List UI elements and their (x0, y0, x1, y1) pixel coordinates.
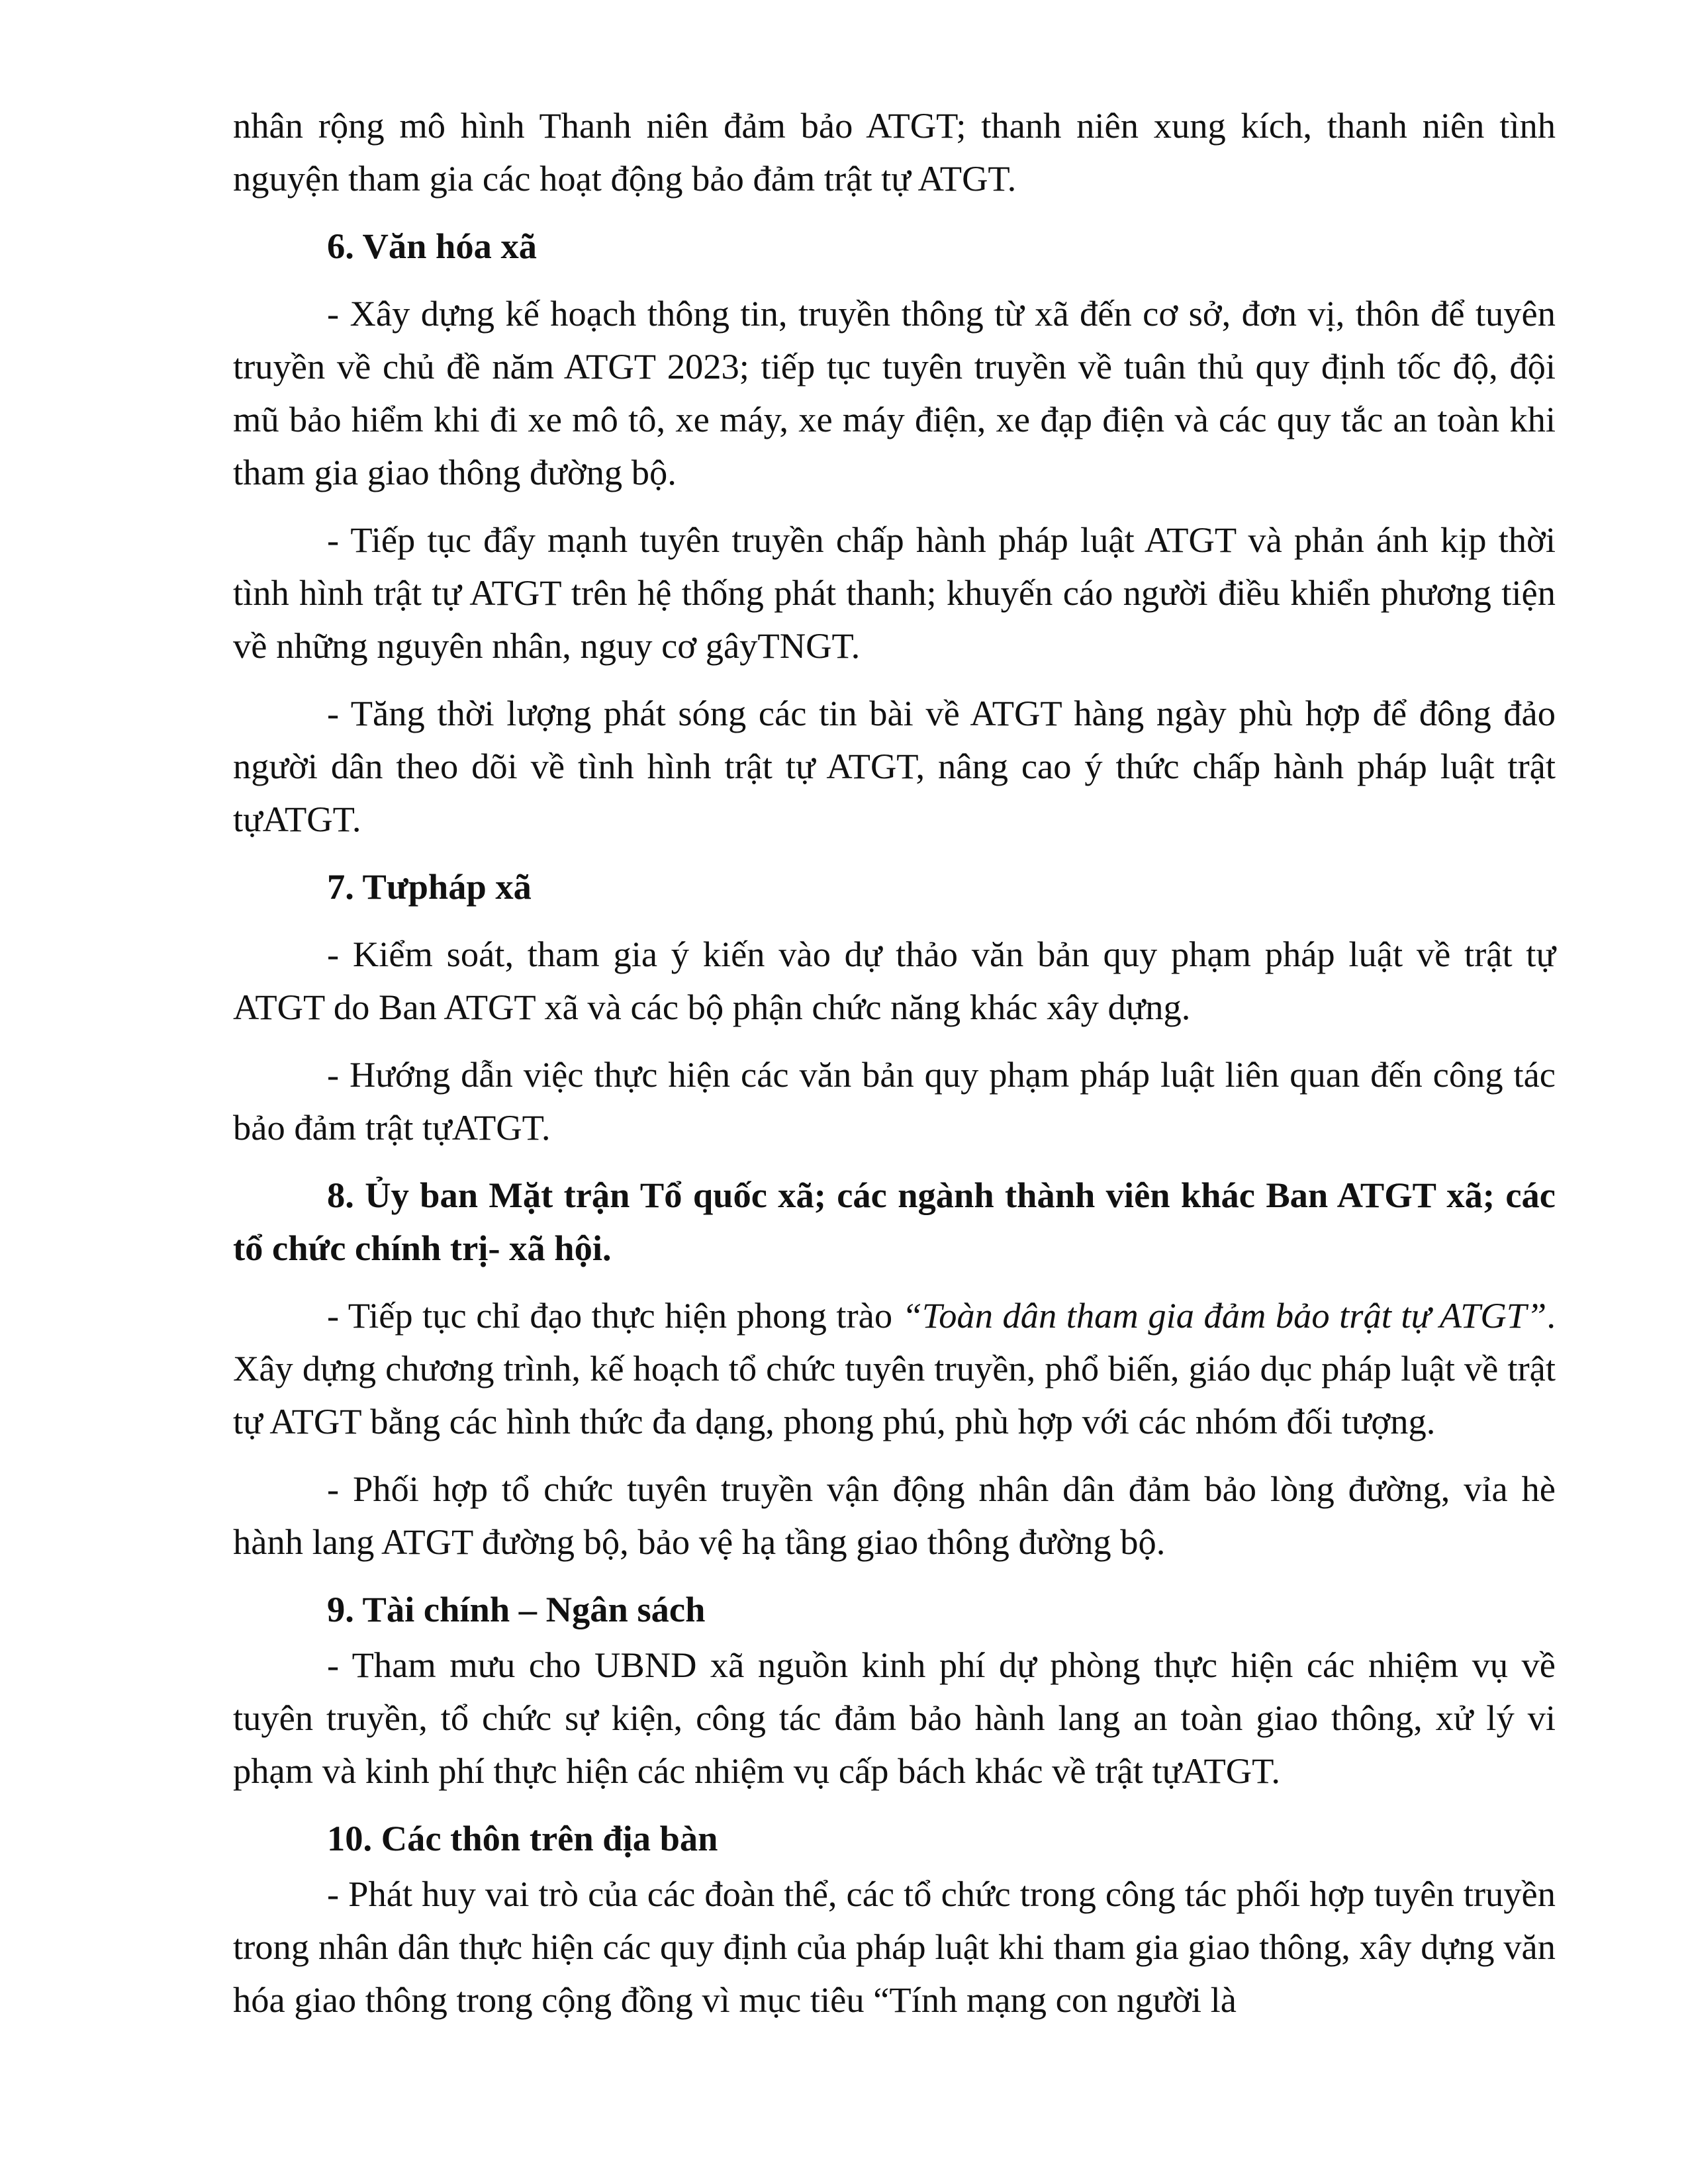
section-9-paragraph-1: - Tham mưu cho UBND xã nguồn kinh phí dự phòng thực hiện các nhiệm vụ về tuyên truyền, tổ chức sự kiện, công tác đảm bảo hành lang an toàn giao thông, xử lý vi phạm và kinh phí thực hiện các nhiệm vụ cấp bách khác về trật tựATGT. (233, 1645, 1556, 1791)
section-8-paragraph-1 (233, 1289, 1556, 1448)
section-heading-6: 6. Văn hóa xã (327, 226, 537, 266)
section-heading-9: 9. Tài chính – Ngân sách (327, 1589, 706, 1629)
section-8-paragraph-1-end: . Xây dựng chương trình, kế hoạch tổ chức tuyên truyền, phổ biến, giáo dục pháp luật về trật tự ATGT bằng các hình thức đa dạng, phong phú, phù hợp với các nhóm đối tượng. (233, 1295, 1556, 1441)
section-7-paragraph-1: - Kiểm soát, tham gia ý kiến vào dự thảo văn bản quy phạm pháp luật về trật tự ATGT do Ban ATGT xã và các bộ phận chức năng khác xây dựng. (233, 934, 1556, 1027)
campaign-name: “Toàn dân tham gia đảm bảo trật tự ATGT” (902, 1295, 1547, 1336)
section-10-paragraph-1: - Phát huy vai trò của các đoàn thể, các tổ chức trong công tác phối hợp tuyên truyền trong nhân dân thực hiện các quy định của pháp luật khi tham gia giao thông, xây dựng văn hóa giao thông trong cộng đồng vì mục tiêu “Tính mạng con người là (233, 1874, 1556, 2020)
section-heading-8: 8. Ủy ban Mặt trận Tổ quốc xã; các ngành thành viên khác Ban ATGT xã; các tổ chức chính trị- xã hội. (233, 1175, 1556, 1268)
document-page (233, 99, 1556, 2041)
section-8-paragraph-2: - Phối hợp tổ chức tuyên truyền vận động nhân dân đảm bảo lòng đường, vỉa hè hành lang ATGT đường bộ, bảo vệ hạ tầng giao thông đường bộ. (233, 1469, 1556, 1562)
section-6-paragraph-3: - Tăng thời lượng phát sóng các tin bài về ATGT hàng ngày phù hợp để đông đảo người dân theo dõi về tình hình trật tự ATGT, nâng cao ý thức chấp hành pháp luật trật tựATGT. (233, 693, 1556, 839)
section-heading-10: 10. Các thôn trên địa bàn (327, 1818, 718, 1858)
section-heading-7: 7. Tưpháp xã (327, 866, 532, 907)
section-8-paragraph-1-start: - Tiếp tục chỉ đạo thực hiện phong trào (327, 1295, 902, 1336)
section-6-paragraph-1: - Xây dựng kế hoạch thông tin, truyền thông từ xã đến cơ sở, đơn vị, thôn để tuyên truyền về chủ đề năm ATGT 2023; tiếp tục tuyên truyền về tuân thủ quy định tốc độ, đội mũ bảo hiểm khi đi xe mô tô, xe máy, xe máy điện, xe đạp điện và các quy tắc an toàn khi tham gia giao thông đường bộ. (233, 293, 1556, 492)
section-7-paragraph-2: - Hướng dẫn việc thực hiện các văn bản quy phạm pháp luật liên quan đến công tác bảo đảm trật tựATGT. (233, 1054, 1556, 1148)
section-6-paragraph-2: - Tiếp tục đẩy mạnh tuyên truyền chấp hành pháp luật ATGT và phản ánh kịp thời tình hình trật tự ATGT trên hệ thống phát thanh; khuyến cáo người điều khiển phương tiện về những nguyên nhân, nguy cơ gâyTNGT. (233, 520, 1556, 666)
paragraph-continuation: nhân rộng mô hình Thanh niên đảm bảo ATGT; thanh niên xung kích, thanh niên tình nguyện tham gia các hoạt động bảo đảm trật tự ATGT. (233, 105, 1556, 199)
